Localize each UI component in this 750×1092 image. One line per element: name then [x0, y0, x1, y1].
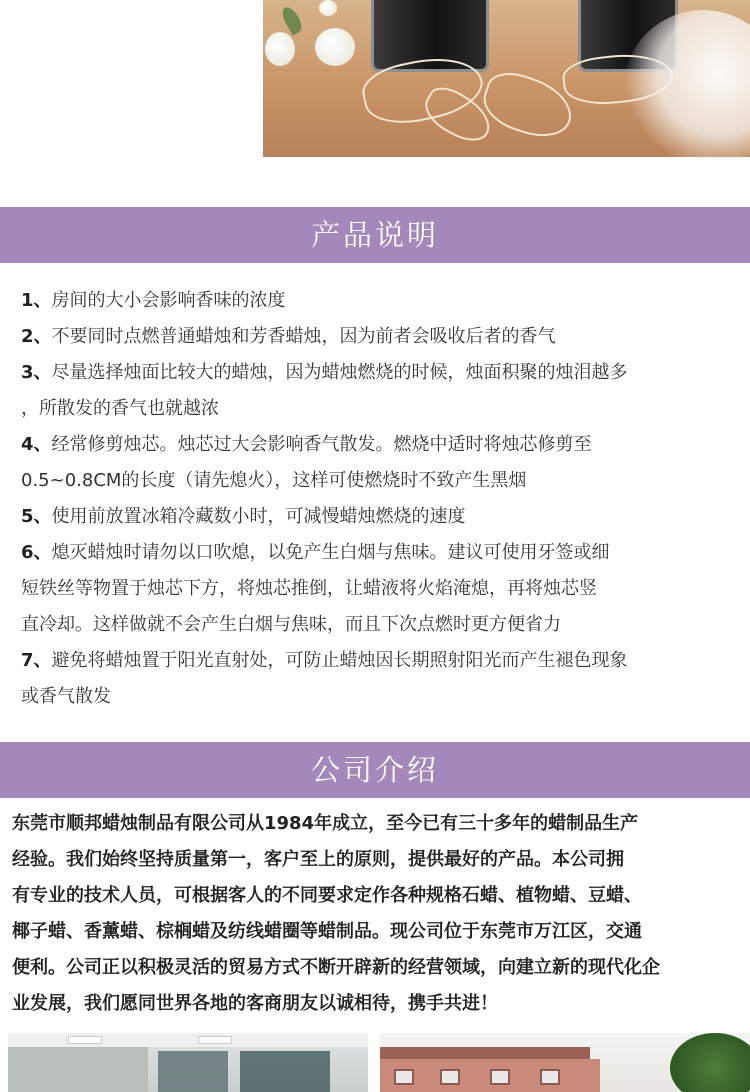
product-description-list [21, 283, 733, 715]
roof [380, 1047, 590, 1059]
list-item-continuation: ，所散发的香气也就越浓 [21, 398, 219, 419]
list-item: 7、避免将蜡烛置于阳光直射处，可防止蜡烛因长期照射阳光而产生褪色现象 [21, 650, 628, 671]
office-photo [8, 1033, 368, 1092]
list-item: 5、使用前放置冰箱冷藏数小时，可减慢蜡烛燃烧的速度 [21, 506, 466, 527]
list-item: 4、经常修剪烛芯。烛芯过大会影响香气散发。燃烧中适时将烛芯修剪至 [21, 434, 592, 455]
glass-partition [240, 1051, 330, 1092]
flower [319, 0, 337, 16]
product-description-title: 产品说明 [310, 218, 439, 252]
list-item: 3、尽量选择烛面比较大的蜡烛，因为蜡烛燃烧的时候，烛面积聚的烛泪越多 [21, 362, 628, 383]
list-item-continuation: 或香气散发 [21, 686, 111, 707]
flower [315, 28, 355, 66]
paragraph-line: 椰子蜡、香薰蜡、棕榈蜡及纺线蜡圈等蜡制品。现公司位于东莞市万江区，交通 [12, 921, 642, 942]
product-photo [263, 0, 750, 157]
window [440, 1069, 460, 1085]
window [490, 1069, 510, 1085]
list-item-continuation: 直冷却。这样做就不会产生白烟与焦味，而且下次点燃时更方便省力 [21, 614, 561, 635]
paragraph-line: 便利。公司正以积极灵活的贸易方式不断开辟新的经营领域，向建立新的现代化企 [12, 957, 660, 978]
list-item: 1、房间的大小会影响香味的浓度 [21, 290, 286, 311]
list-item-continuation: 短铁丝等物置于烛芯下方，将烛芯推倒，让蜡液将火焰淹熄，再将烛芯竖 [21, 578, 597, 599]
list-item: 6、熄灭蜡烛时请勿以口吹熄，以免产生白烟与焦味。建议可使用牙签或细 [21, 542, 610, 563]
company-intro-text [12, 806, 748, 1022]
glass-partition [158, 1051, 228, 1092]
paragraph-line: 有专业的技术人员，可根据客人的不同要求定作各种规格石蜡、植物蜡、豆蜡、 [12, 885, 642, 906]
paragraph-line: 业发展，我们愿同世界各地的客商朋友以诚相待，携手共进！ [12, 993, 498, 1014]
building-photo [380, 1033, 750, 1092]
list-item-continuation: 0.5~0.8CM的长度（请先熄火），这样可使燃烧时不致产生黑烟 [21, 470, 527, 491]
wall [8, 1047, 148, 1092]
ceiling-light [198, 1036, 232, 1044]
ceiling [8, 1033, 368, 1047]
window [394, 1069, 414, 1085]
window [540, 1069, 560, 1085]
company-intro-title: 公司介绍 [310, 753, 439, 787]
paragraph-line: 经验。我们始终坚持质量第一，客户至上的原则，提供最好的产品。本公司拥 [12, 849, 624, 870]
paragraph-line: 东莞市顺邦蜡烛制品有限公司从1984年成立，至今已有三十多年的蜡制品生产 [12, 813, 639, 834]
ceiling-light [68, 1036, 102, 1044]
product-description-banner [0, 207, 750, 263]
leaf [279, 4, 305, 35]
tree [670, 1033, 750, 1092]
list-item: 2、不要同时点燃普通蜡烛和芳香蜡烛，因为前者会吸收后者的香气 [21, 326, 556, 347]
company-intro-banner [0, 742, 750, 798]
flower [265, 32, 295, 66]
